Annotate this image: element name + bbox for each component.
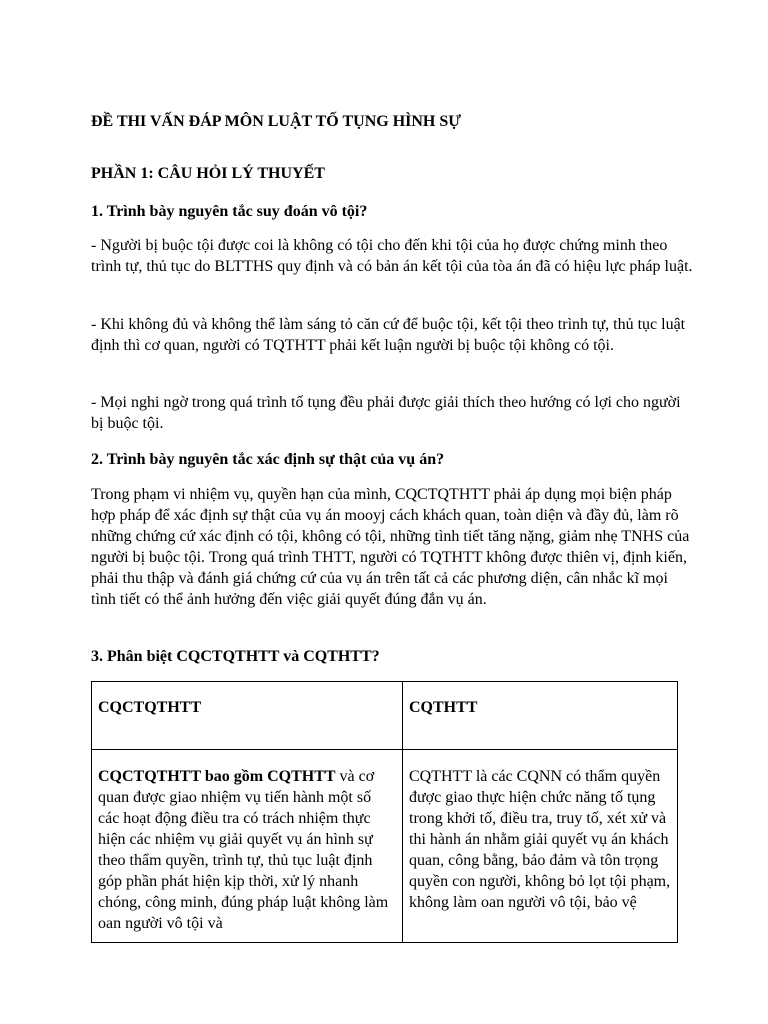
question-1-paragraph-3: - Mọi nghi ngờ trong quá trình tố tụng đều phải được giải thích theo hướng có lợi cho người bị buộc tội. (91, 394, 681, 432)
question-1-paragraph-2: - Khi không đủ và không thể làm sáng tỏ căn cứ để buộc tội, kết tội theo trình tự, thủ tục luật định thì cơ quan, người có TQTHTT phải kết luận người bị buộc tội không có tội. (91, 316, 686, 354)
table-cell-bold-lead: CQCTQTHTT bao gồm CQTHTT (98, 768, 336, 785)
part-heading: PHẦN 1: CÂU HỎI LÝ THUYẾT (91, 165, 325, 182)
table-row (92, 750, 678, 943)
question-1-heading: 1. Trình bày nguyên tắc suy đoán vô tội? (91, 203, 368, 220)
comparison-table (91, 681, 678, 943)
table-cell-cqthtt (403, 750, 678, 943)
table-header-row (92, 682, 678, 750)
table-header-cqthtt: CQTHTT (403, 682, 678, 750)
table-cell-cqctqthtt (92, 750, 403, 943)
table-cell-cqthtt-content: CQTHTT là các CQNN có thẩm quyền được giao thực hiện chức năng tố tụng trong khởi tố, điều tra, truy tố, xét xử và thi hành án nhằm giải quyết vụ án khách quan, công bằng, bảo đảm và tôn trọng quyền con người, không bỏ lọt tội phạm, không làm oan người vô tội, bảo vệ (409, 768, 671, 911)
question-2-paragraph-1: Trong phạm vi nhiệm vụ, quyền hạn của mình, CQCTQTHTT phải áp dụng mọi biện pháp hợp pháp để xác định sự thật của vụ án mooyj cách khách quan, toàn diện và đầy đủ, làm rõ những chứng cứ xác định có tội, không có tội, những tình tiết tăng nặng, giảm nhẹ TNHS của người bị buộc tội. Trong quá trình THTT, người có TQTHTT không được thiên vị, định kiến, phải thu thập và đánh giá chứng cứ của vụ án trên tất cả các phương diện, cân nhắc kĩ mọi tình tiết có thể ảnh hưởng đến việc giải quyết đúng đắn vụ án. (91, 486, 690, 608)
table-cell-left-text: và cơ quan được giao nhiệm vụ tiến hành một số các hoạt động điều tra có trách nhiệm thực hiện các nhiệm vụ giải quyết vụ án hình sự theo thẩm quyền, trình tự, thủ tục luật định góp phần phát hiện kịp thời, xử lý nhanh chóng, công minh, đúng pháp luật không làm oan người vô tội và (98, 768, 389, 932)
question-1-paragraph-1: - Người bị buộc tội được coi là không có tội cho đến khi tội của họ được chứng minh theo trình tự, thủ tục do BLTTHS quy định và có bản án kết tội của tòa án đã có hiệu lực pháp luật. (91, 237, 693, 275)
table-header-cqctqthtt: CQCTQTHTT (92, 682, 403, 750)
question-2-heading: 2. Trình bày nguyên tắc xác định sự thật của vụ án? (91, 451, 445, 468)
document-title: ĐỀ THI VẤN ĐÁP MÔN LUẬT TỐ TỤNG HÌNH SỰ (91, 113, 461, 130)
question-3-heading: 3. Phân biệt CQCTQTHTT và CQTHTT? (91, 648, 380, 665)
table-cell-cqctqthtt-content (98, 766, 396, 934)
